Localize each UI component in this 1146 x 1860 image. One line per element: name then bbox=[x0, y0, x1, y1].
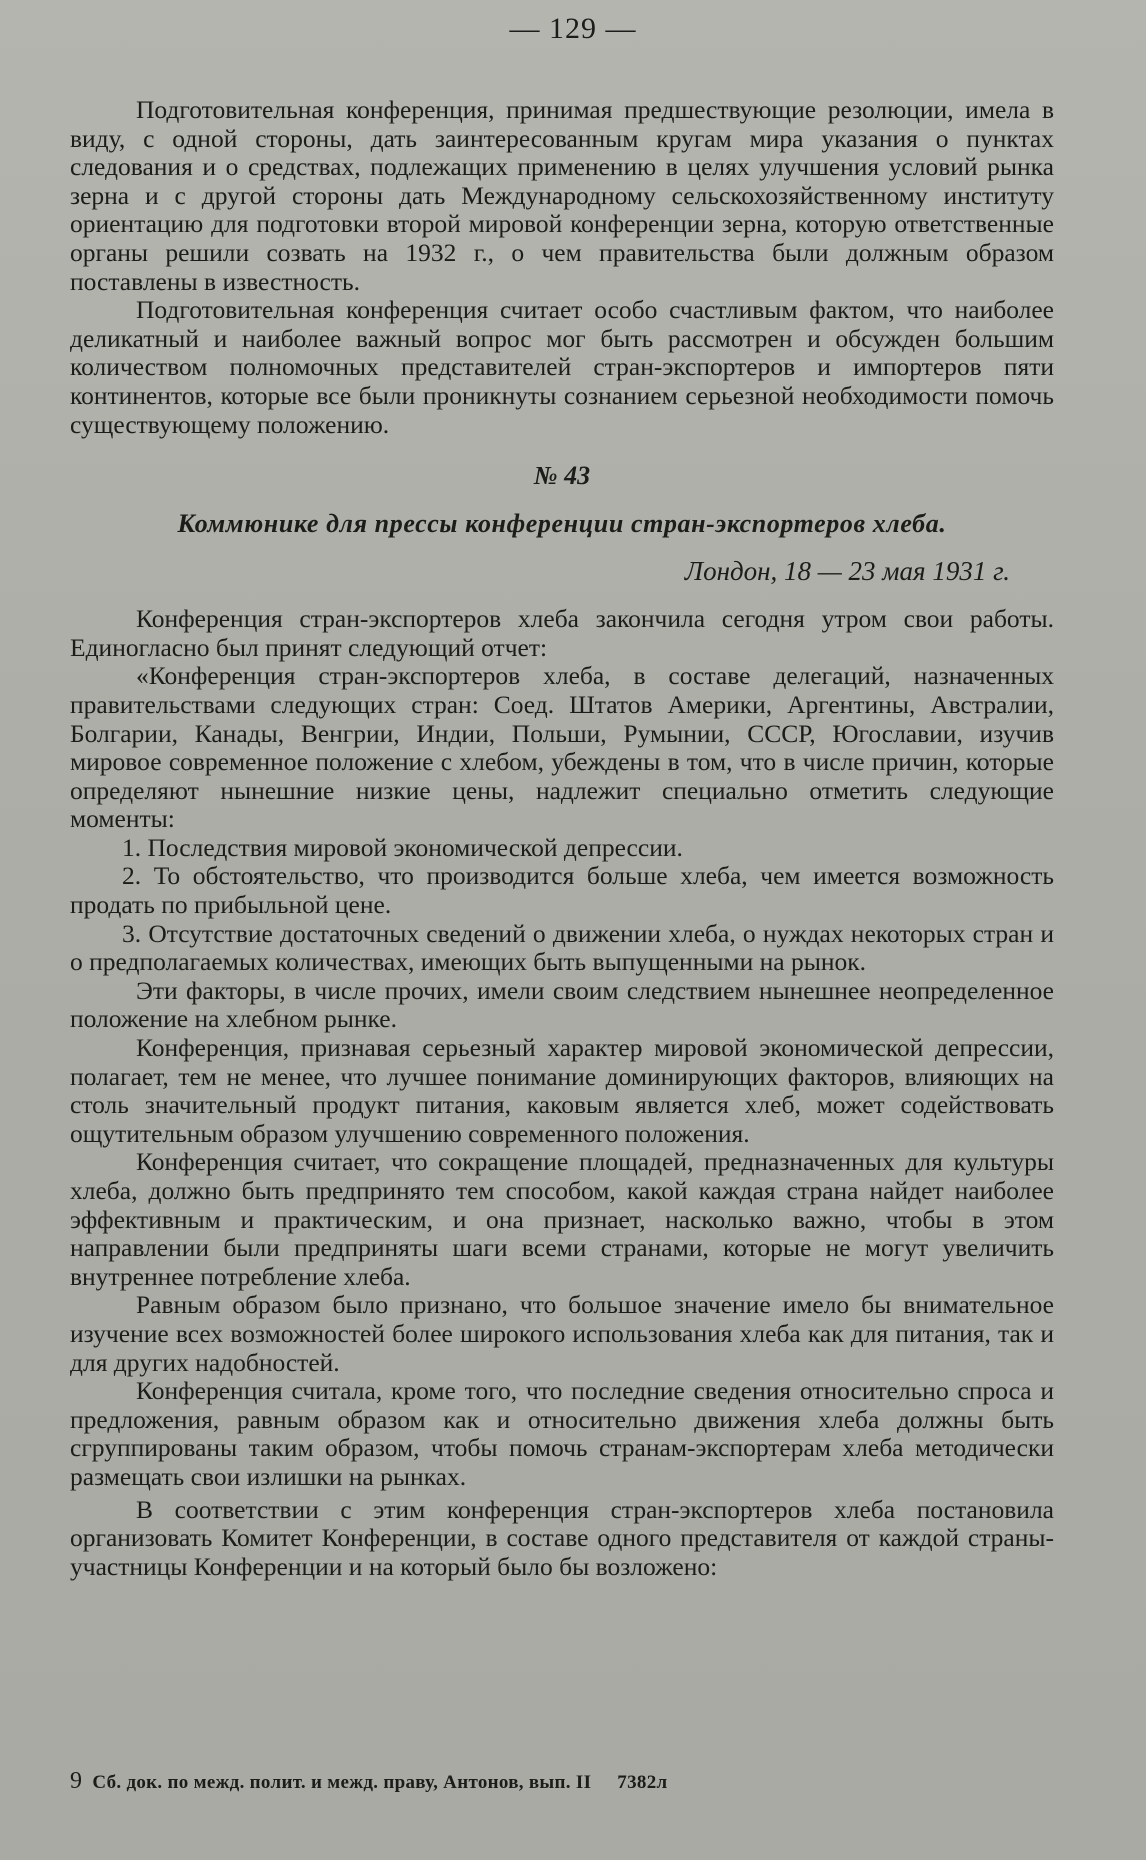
footer-print-code: 7382л bbox=[617, 1772, 668, 1793]
paragraph-committee: В соответствии с этим конференция стран-экспортеров хлеба постановила организовать Комитет Конференции, в составе одного представителя от каждой страны-участницы Конференции и на который было бы возложено: bbox=[70, 1494, 1054, 1581]
document-title: Коммюнике для прессы конференции стран-экспортеров хлеба. bbox=[177, 509, 947, 539]
paragraph-area-reduction: Конференция считает, что сокращение площадей, предназначенных для культуры хлеба, должно быть предпринято тем способом, какой каждая страна найдет наиболее эффективным и практическим, и она признает, насколько важно, чтобы в этом направлении были предприняты шаги всеми странами, которые не могут увеличить внутреннее потребление хлеба. bbox=[70, 1147, 1054, 1291]
paragraph-supply-demand: Конференция считала, кроме того, что последние сведения относительно спроса и предложения, равным образом как и относительно движения хлеба должны быть сгруппированы таким образом, чтобы помочь странам-экспортерам хлеба методически размещать свои излишки на рынках. bbox=[70, 1376, 1054, 1491]
paragraph-preparatory-resolutions: Подготовительная конференция, принимая предшествующие резолюции, имела в виду, с одной стороны, дать заинтересованным кругам мира указания о пунктах следования и о средствах, подлежащих применению в целях улучшения условий рынка зерна и с другой стороны дать Международному сельскохозяйственному институту ориентацию для подготовки второй мировой конференции зерна, которую ответственные органы решили созвать на 1932 г., о чем правительства были должным образом поставлены в известность. bbox=[70, 95, 1054, 296]
paragraph-depression-recognition: Конференция, признавая серьезный характер мировой экономической депрессии, полагает, тем не менее, что лучшее понимание доминирующих факторов, влияющих на столь значительный продукт питания, каковым является хлеб, может содействовать ощутительным образом улучшению современного положения. bbox=[70, 1033, 1054, 1148]
paragraph-wider-use: Равным образом было признано, что большое значение имело бы внимательное изучение всех возможностей более широкого использования хлеба как для питания, так и для других надобностей. bbox=[70, 1290, 1054, 1377]
page-footer bbox=[70, 1768, 667, 1795]
document-number: № 43 bbox=[533, 461, 591, 491]
footer-signature-number: 9 bbox=[70, 1768, 83, 1794]
document-place-date: Лондон, 18 — 23 мая 1931 г. bbox=[684, 556, 1010, 587]
paragraph-conference-finished: Конференция стран-экспортеров хлеба закончила сегодня утром свои работы. Единогласно был принят следующий отчет: bbox=[70, 604, 1054, 662]
list-item-depression: 1. Последствия мировой экономической депрессии. bbox=[122, 832, 683, 862]
footer-source: Сб. док. по межд. полит. и межд. праву, Антонов, вып. II bbox=[92, 1772, 592, 1793]
paragraph-preparatory-fact: Подготовительная конференция считает особо счастливым фактом, что наиболее деликатный и наиболее важный вопрос мог быть рассмотрен и обсужден большим количеством полномочных представителей стран-экспортеров и импортеров пяти континентов, которые все были проникнуты сознанием серьезной необходимости помочь существующему положению. bbox=[70, 295, 1054, 439]
list-item-overproduction: 2. То обстоятельство, что производится больше хлеба, чем имеется возможность продать по прибыльной цене. bbox=[70, 861, 1054, 920]
list-item-lack-of-information: 3. Отсутствие достаточных сведений о движении хлеба, о нуждах некоторых стран и о предполагаемых количествах, имеющих быть выпущенными на рынок. bbox=[70, 918, 1054, 977]
page-body bbox=[70, 96, 1054, 1581]
paragraph-factors: Эти факторы, в числе прочих, имели своим следствием нынешнее неопределенное положение на хлебном рынке. bbox=[70, 975, 1054, 1034]
page-number: — 129 — bbox=[509, 12, 637, 45]
paragraph-conference-report: «Конференция стран-экспортеров хлеба, в составе делегаций, назначенных правительствами следующих стран: Соед. Штатов Америки, Аргентины, Австралии, Болгарии, Канады, Венгрии, Индии, Польши, Румынии, СССР, Югославии, изучив мировое современное положение с хлебом, убеждены в том, что в числе причин, которые определяют нынешние низкие цены, надлежит специально отметить следующие моменты: bbox=[70, 661, 1054, 834]
